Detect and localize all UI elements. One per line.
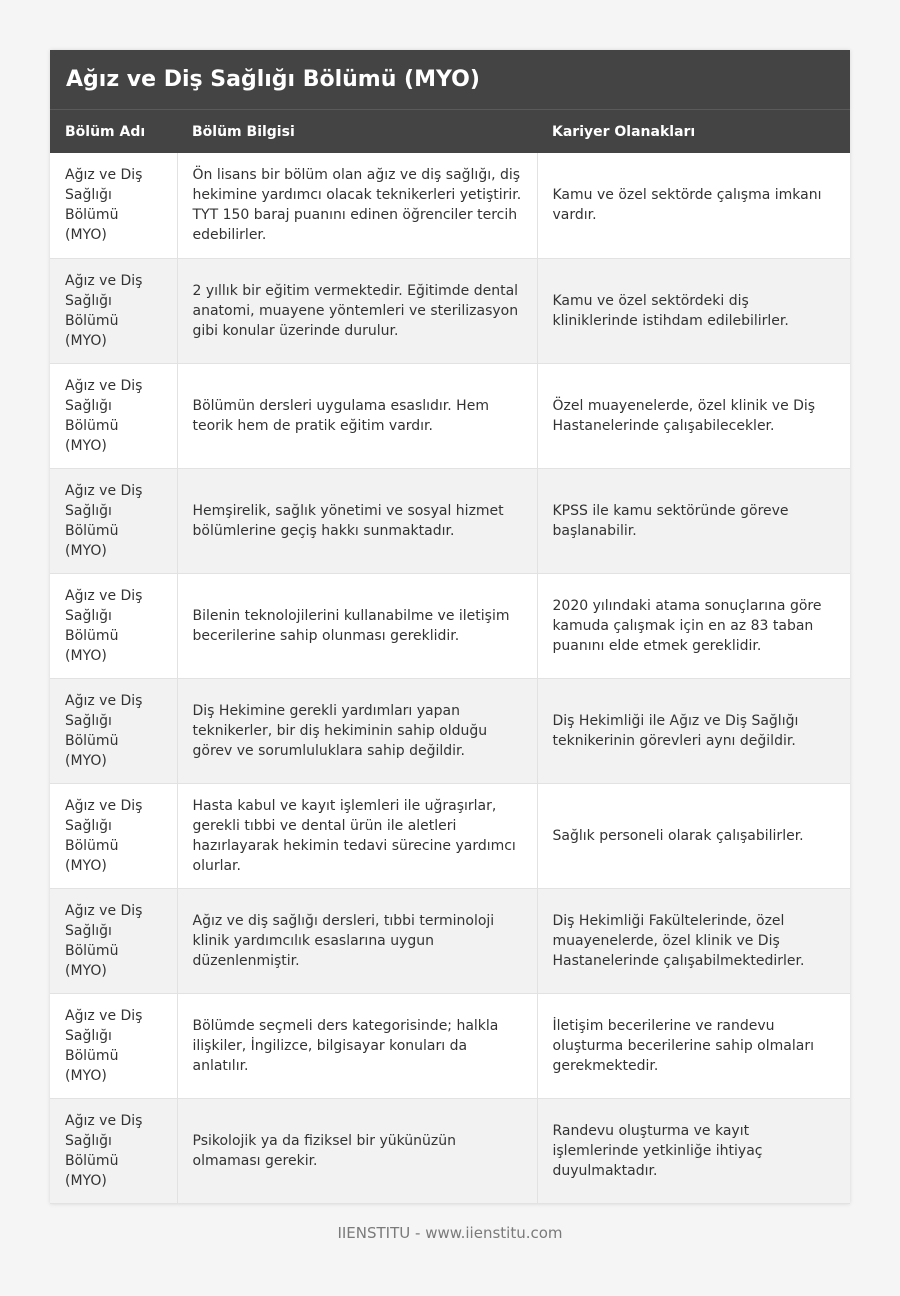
cell-department-info: 2 yıllık bir eğitim vermektedir. Eğitimde dental anatomi, muayene yöntemleri ve sterilizasyon gibi konular üzerinde durulur. — [177, 258, 537, 363]
cell-department-name: Ağız ve Diş Sağlığı Bölümü (MYO) — [50, 888, 177, 993]
table-row — [50, 888, 850, 993]
table-row — [50, 573, 850, 678]
cell-department-name: Ağız ve Diş Sağlığı Bölümü (MYO) — [50, 573, 177, 678]
cell-department-name: Ağız ve Diş Sağlığı Bölümü (MYO) — [50, 258, 177, 363]
cell-department-info: Bilenin teknolojilerini kullanabilme ve iletişim becerilerine sahip olunması gereklidir. — [177, 573, 537, 678]
header-department-info: Bölüm Bilgisi — [177, 110, 537, 153]
cell-department-name: Ağız ve Diş Sağlığı Bölümü (MYO) — [50, 363, 177, 468]
cell-department-name: Ağız ve Diş Sağlığı Bölümü (MYO) — [50, 678, 177, 783]
info-card — [50, 50, 850, 1204]
cell-department-info: Bölümün dersleri uygulama esaslıdır. Hem teorik hem de pratik eğitim vardır. — [177, 363, 537, 468]
cell-department-info: Ağız ve diş sağlığı dersleri, tıbbi terminoloji klinik yardımcılık esaslarına uygun düzenlenmiştir. — [177, 888, 537, 993]
department-table — [50, 110, 850, 1204]
header-department-name: Bölüm Adı — [50, 110, 177, 153]
table-row — [50, 678, 850, 783]
cell-career-options: İletişim becerilerine ve randevu oluşturma becerilerine sahip olmaları gerekmektedir. — [537, 993, 850, 1098]
cell-career-options: Diş Hekimliği Fakültelerinde, özel muayenelerde, özel klinik ve Diş Hastanelerinde çalışabilmektedirler. — [537, 888, 850, 993]
page-title: Ağız ve Diş Sağlığı Bölümü (MYO) — [50, 50, 850, 110]
cell-career-options: KPSS ile kamu sektöründe göreve başlanabilir. — [537, 468, 850, 573]
table-row — [50, 468, 850, 573]
cell-career-options: Randevu oluşturma ve kayıt işlemlerinde yetkinliğe ihtiyaç duyulmaktadır. — [537, 1098, 850, 1203]
cell-career-options: 2020 yılındaki atama sonuçlarına göre kamuda çalışmak için en az 83 taban puanını elde etmek gereklidir. — [537, 573, 850, 678]
cell-department-info: Hasta kabul ve kayıt işlemleri ile uğraşırlar, gerekli tıbbi ve dental ürün ile aletleri hazırlayarak hekimin tedavi sürecine yardımcı olurlar. — [177, 783, 537, 888]
cell-career-options: Özel muayenelerde, özel klinik ve Diş Hastanelerinde çalışabilecekler. — [537, 363, 850, 468]
cell-department-name: Ağız ve Diş Sağlığı Bölümü (MYO) — [50, 153, 177, 258]
footer-credit: IIENSTITU - www.iienstitu.com — [337, 1224, 563, 1242]
cell-department-name: Ağız ve Diş Sağlığı Bölümü (MYO) — [50, 993, 177, 1098]
table-row — [50, 783, 850, 888]
cell-department-name: Ağız ve Diş Sağlığı Bölümü (MYO) — [50, 783, 177, 888]
table-row — [50, 153, 850, 258]
cell-career-options: Kamu ve özel sektördeki diş kliniklerinde istihdam edilebilirler. — [537, 258, 850, 363]
cell-department-info: Hemşirelik, sağlık yönetimi ve sosyal hizmet bölümlerine geçiş hakkı sunmaktadır. — [177, 468, 537, 573]
cell-department-info: Bölümde seçmeli ders kategorisinde; halkla ilişkiler, İngilizce, bilgisayar konuları da anlatılır. — [177, 993, 537, 1098]
cell-career-options: Sağlık personeli olarak çalışabilirler. — [537, 783, 850, 888]
table-row — [50, 993, 850, 1098]
cell-department-name: Ağız ve Diş Sağlığı Bölümü (MYO) — [50, 1098, 177, 1203]
cell-department-name: Ağız ve Diş Sağlığı Bölümü (MYO) — [50, 468, 177, 573]
cell-career-options: Diş Hekimliği ile Ağız ve Diş Sağlığı teknikerinin görevleri aynı değildir. — [537, 678, 850, 783]
cell-department-info: Ön lisans bir bölüm olan ağız ve diş sağlığı, diş hekimine yardımcı olacak teknikerleri yetiştirir. TYT 150 baraj puanını edinen öğrenciler tercih edebilirler. — [177, 153, 537, 258]
table-header-row — [50, 110, 850, 153]
table-row — [50, 1098, 850, 1203]
cell-department-info: Diş Hekimine gerekli yardımları yapan teknikerler, bir diş hekiminin sahip olduğu görev ve sorumluluklara sahip değildir. — [177, 678, 537, 783]
table-row — [50, 258, 850, 363]
table-row — [50, 363, 850, 468]
cell-department-info: Psikolojik ya da fiziksel bir yükünüzün olmaması gerekir. — [177, 1098, 537, 1203]
header-career-options: Kariyer Olanakları — [537, 110, 850, 153]
cell-career-options: Kamu ve özel sektörde çalışma imkanı vardır. — [537, 153, 850, 258]
